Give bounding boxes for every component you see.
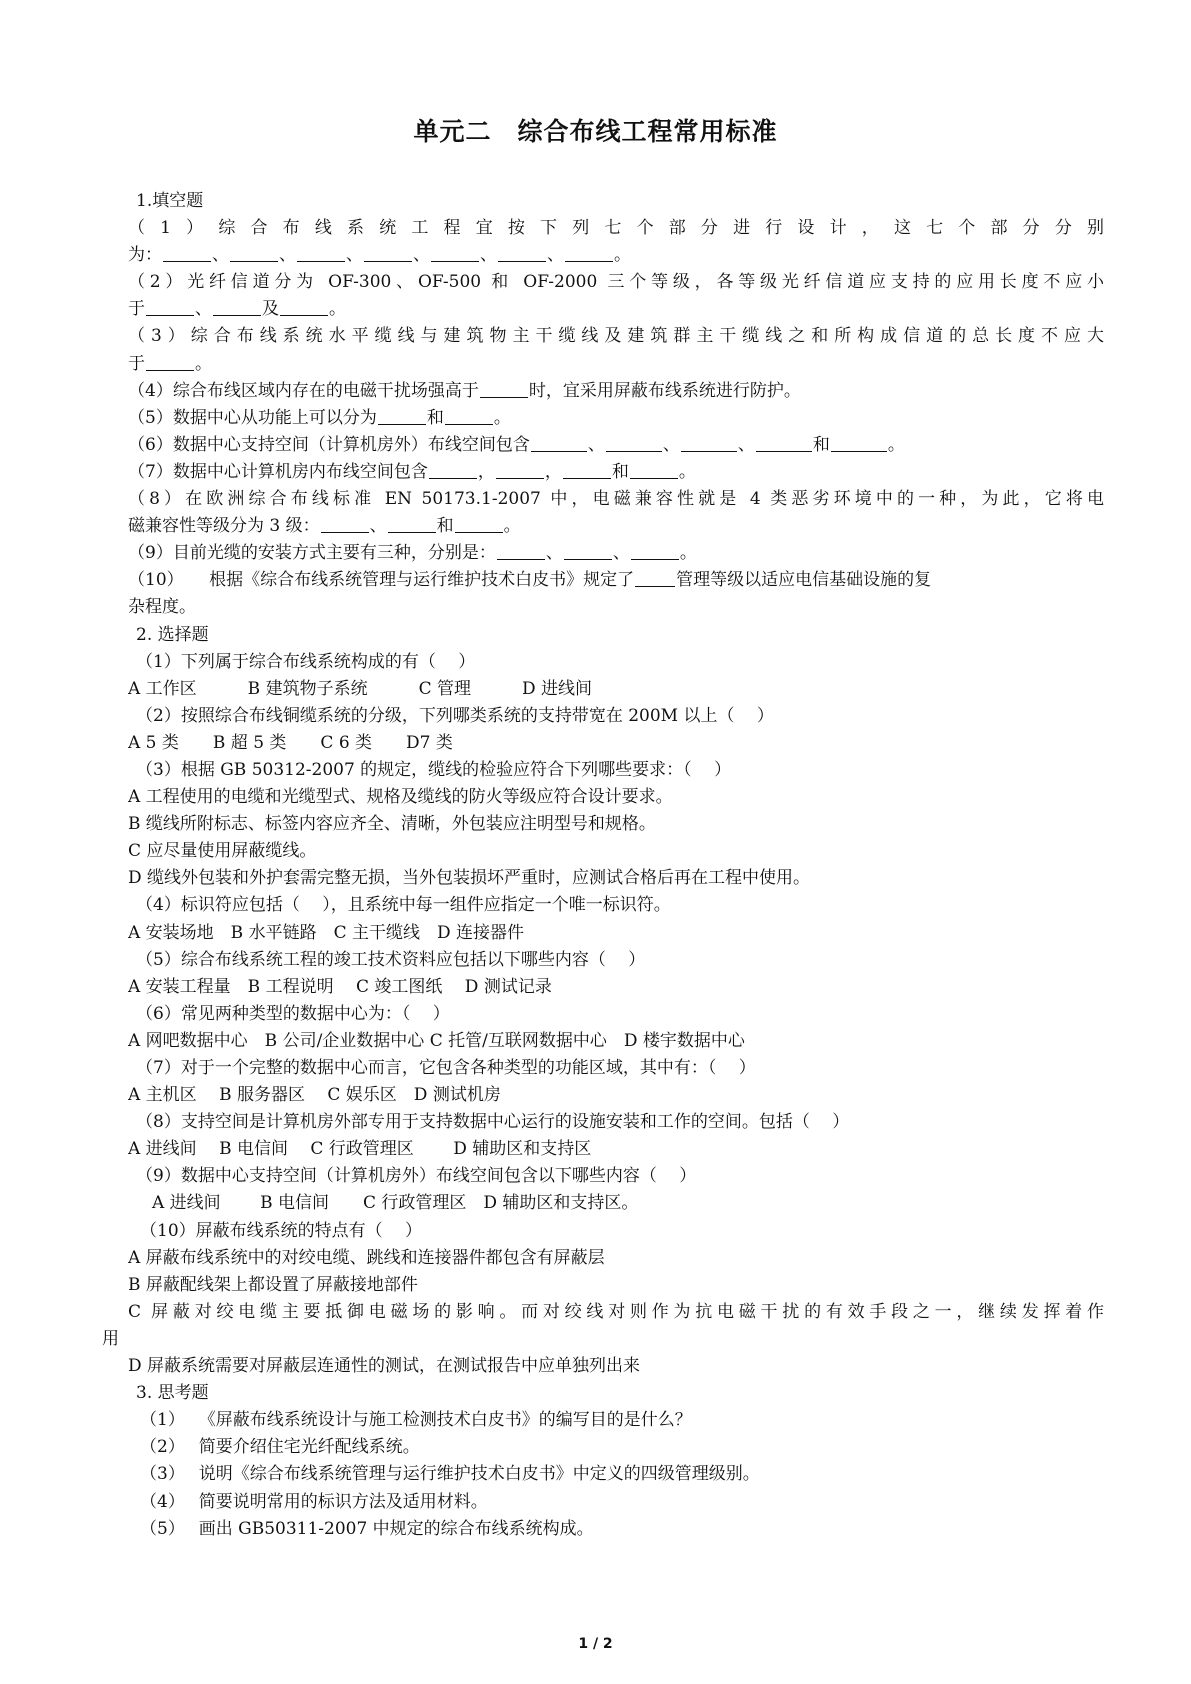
choice-question-line: （4）标识符应包括（ ），且系统中每一组件应指定一个唯一标识符。 <box>136 895 671 916</box>
answer-blank[interactable] <box>681 434 737 452</box>
q2-line1: （2）光纤信道分为 OF-300、OF-500 和 OF-2000 三个等级，各等级光纤信道应支持的应用长度不应小 <box>128 272 1104 293</box>
answer-blank[interactable] <box>146 298 194 316</box>
answer-blank[interactable] <box>496 461 544 479</box>
choice-question-line: B 屏蔽配线架上都设置了屏蔽接地部件 <box>128 1274 418 1295</box>
q4: （4）综合布线区域内存在的电磁干扰场强高于 时，宜采用屏蔽布线系统进行防护。 <box>128 380 801 401</box>
choice-question-line: （2）按照综合布线铜缆系统的分级，下列哪类系统的支持带宽在 200M 以上（ ） <box>136 705 774 726</box>
q2-line2: 于 、 及 。 <box>128 299 346 320</box>
choice-question-line: A 5 类 B 超 5 类 C 6 类 D7 类 <box>128 732 453 753</box>
answer-blank[interactable] <box>630 461 678 479</box>
q10-line2: 杂程度。 <box>128 597 196 618</box>
choice-question-line: A 工程使用的电缆和光缆型式、规格及缆线的防火等级应符合设计要求。 <box>128 787 673 808</box>
answer-blank[interactable] <box>431 244 479 262</box>
answer-blank[interactable] <box>606 434 662 452</box>
choice-question-line: A 网吧数据中心 B 公司/企业数据中心 C 托管/互联网数据中心 D 楼宇数据中心 <box>128 1030 745 1051</box>
choice-question-line: （9）数据中心支持空间（计算机房外）布线空间包含以下哪些内容（ ） <box>136 1166 697 1187</box>
answer-blank[interactable] <box>163 244 211 262</box>
answer-blank[interactable] <box>297 244 345 262</box>
thinking-question-item: （2） 简要介绍住宅光纤配线系统。 <box>140 1437 420 1458</box>
answer-blank[interactable] <box>445 407 493 425</box>
answer-blank[interactable] <box>280 298 328 316</box>
choice-question-line: A 安装工程量 B 工程说明 C 竣工图纸 D 测试记录 <box>128 976 552 997</box>
thinking-question-item: （5） 画出 GB50311-2007 中规定的综合布线系统构成。 <box>140 1518 594 1539</box>
answer-blank[interactable] <box>565 244 613 262</box>
answer-blank[interactable] <box>497 542 545 560</box>
document-body <box>102 188 1104 1543</box>
thinking-question-item: （3） 说明《综合布线系统管理与运行维护技术白皮书》中定义的四级管理级别。 <box>140 1464 760 1485</box>
answer-blank[interactable] <box>364 244 412 262</box>
choice-question-line: C 屏蔽对绞电缆主要抵御电磁场的影响。而对绞线对则作为抗电磁干扰的有效手段之一，继续发挥着作 <box>128 1301 1104 1322</box>
answer-blank[interactable] <box>498 244 546 262</box>
choice-question-list <box>102 649 1104 1381</box>
choice-question-line: （6）常见两种类型的数据中心为：（ ） <box>136 1003 450 1024</box>
choice-question-line: A 进线间 B 电信间 C 行政管理区 D 辅助区和支持区。 <box>152 1193 639 1214</box>
choice-question-line: （3）根据 GB 50312-2007 的规定，缆线的检验应符合下列哪些要求：（ ） <box>136 759 732 780</box>
answer-blank[interactable] <box>455 515 503 533</box>
q6: （6）数据中心支持空间（计算机房外）布线空间包含 、 、 、 和 。 <box>128 434 905 455</box>
choice-question-line: （1）下列属于综合布线系统构成的有（ ） <box>136 651 476 672</box>
q9: （9）目前光缆的安装方式主要有三种，分别是： 、 、 。 <box>128 543 697 564</box>
section-heading-fill-in: 1.填空题 <box>136 191 204 211</box>
choice-question-line: A 屏蔽布线系统中的对绞电缆、跳线和连接器件都包含有屏蔽层 <box>128 1247 605 1268</box>
section-heading-thinking: 3. 思考题 <box>136 1383 209 1404</box>
q10-line1: （10） 根据《综合布线系统管理与运行维护技术白皮书》规定了 管理等级以适应电信基础设施的复 <box>128 570 932 591</box>
choice-question-line: C 应尽量使用屏蔽缆线。 <box>128 841 317 862</box>
answer-blank[interactable] <box>531 434 587 452</box>
q3-line1: （3）综合布线系统水平缆线与建筑物主干缆线及建筑群主干缆线之和所构成信道的总长度不应大 <box>128 326 1104 347</box>
answer-blank[interactable] <box>230 244 278 262</box>
choice-question-line: 用 <box>102 1328 119 1349</box>
choice-question-line: A 主机区 B 服务器区 C 娱乐区 D 测试机房 <box>128 1085 501 1106</box>
q8-line2: 磁兼容性等级分为 3 级： 、 和 。 <box>128 516 521 537</box>
answer-blank[interactable] <box>563 461 611 479</box>
answer-blank[interactable] <box>429 461 477 479</box>
q1-line1: （1）综合布线系统工程宜按下列七个部分进行设计，这七个部分分别 <box>128 218 1104 239</box>
q5: （5）数据中心从功能上可以分为 和 。 <box>128 407 511 428</box>
q3-line2: 于 。 <box>128 353 212 374</box>
page-number: 1 / 2 <box>578 1636 613 1652</box>
choice-question-line: D 屏蔽系统需要对屏蔽层连通性的测试，在测试报告中应单独列出来 <box>128 1356 641 1377</box>
thinking-question-item: （4） 简要说明常用的标识方法及适用材料。 <box>140 1491 488 1512</box>
choice-question-line: （8）支持空间是计算机房外部专用于支持数据中心运行的设施安装和工作的空间。包括（ ） <box>136 1112 850 1133</box>
answer-blank[interactable] <box>756 434 812 452</box>
choice-question-line: （7）对于一个完整的数据中心而言，它包含各种类型的功能区域，其中有：（ ） <box>136 1058 756 1078</box>
q7: （7）数据中心计算机房内布线空间包含 ， ， 和 。 <box>128 461 696 482</box>
answer-blank[interactable] <box>831 434 887 452</box>
answer-blank[interactable] <box>378 407 426 425</box>
choice-question-line: A 工作区 B 建筑物子系统 C 管理 D 进线间 <box>128 678 593 699</box>
thinking-question-list <box>128 1407 1104 1542</box>
answer-blank[interactable] <box>321 515 369 533</box>
choice-question-line: A 进线间 B 电信间 C 行政管理区 D 辅助区和支持区 <box>128 1139 592 1160</box>
choice-question-line: （10）屏蔽布线系统的特点有（ ） <box>140 1220 423 1241</box>
answer-blank[interactable] <box>146 353 194 371</box>
page-title: 单元二 综合布线工程常用标准 <box>413 117 778 146</box>
answer-blank[interactable] <box>635 569 675 587</box>
q8-line1: （8）在欧洲综合布线标准 EN 50173.1-2007 中，电磁兼容性就是 4 类恶劣环境中的一种，为此，它将电 <box>128 489 1104 510</box>
choice-question-line: D 缆线外包装和外护套需完整无损，当外包装损坏严重时，应测试合格后再在工程中使用。 <box>128 868 811 889</box>
choice-question-line: A 安装场地 B 水平链路 C 主干缆线 D 连接器件 <box>128 922 525 943</box>
answer-blank[interactable] <box>213 298 261 316</box>
answer-blank[interactable] <box>480 380 528 398</box>
choice-question-line: B 缆线所附标志、标签内容应齐全、清晰，外包装应注明型号和规格。 <box>128 814 656 835</box>
thinking-question-item: （1） 《屏蔽布线系统设计与施工检测技术白皮书》的编写目的是什么？ <box>140 1410 692 1431</box>
answer-blank[interactable] <box>564 542 612 560</box>
q1-line2: 为： 、 、 、 、 、 、 。 <box>128 245 631 266</box>
section-heading-choice: 2. 选择题 <box>136 624 209 645</box>
answer-blank[interactable] <box>388 515 436 533</box>
answer-blank[interactable] <box>631 542 679 560</box>
choice-question-line: （5）综合布线系统工程的竣工技术资料应包括以下哪些内容（ ） <box>136 949 646 970</box>
